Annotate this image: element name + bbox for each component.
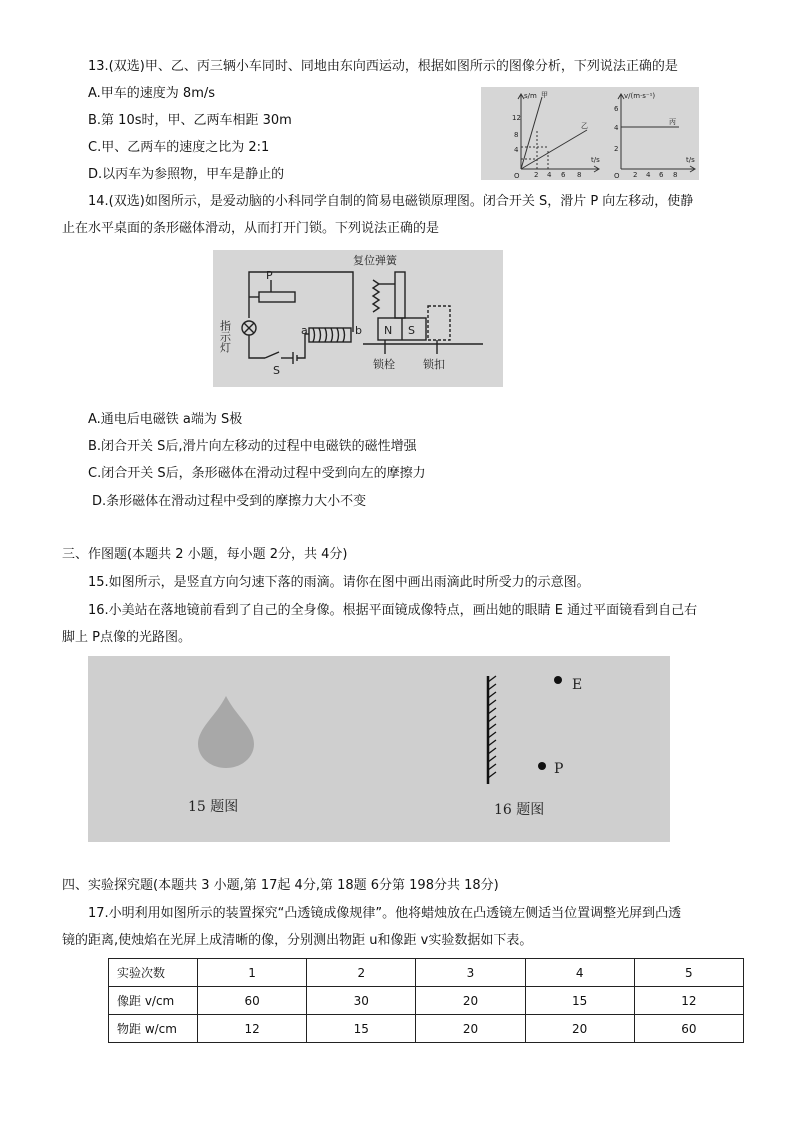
- table-row: [109, 1015, 744, 1043]
- table-cell: 20: [525, 1015, 634, 1043]
- q13-right-ylabel: v/(m·s⁻¹): [624, 92, 656, 100]
- section4-title: 四、实验探究题(本题共 3 小题,第 17起 4分,第 18题 6分第 198分共 18分): [62, 878, 499, 893]
- q13-right-graph: [618, 94, 695, 172]
- q13-right-xtick-4: 4: [646, 171, 651, 179]
- q14-label-slider: P: [266, 269, 273, 282]
- q14-circuit: [242, 272, 483, 364]
- q13-left-xtick-8: 8: [577, 171, 582, 179]
- q14-label-s: S: [408, 324, 415, 337]
- q14-label-switch: S: [273, 364, 280, 377]
- q13-left-ytick-12: 12: [512, 114, 521, 122]
- q14-label-b: b: [355, 324, 362, 337]
- q13-series-jia: 甲: [541, 91, 548, 99]
- q16-stem-line2: 脚上 P点像的光路图。: [62, 630, 191, 645]
- q17-data-table: [108, 958, 744, 1043]
- q13-left-graph: [518, 94, 599, 172]
- q13-left-xtick-6: 6: [561, 171, 566, 179]
- table-row: [109, 959, 744, 987]
- q13-right-xtick-6: 6: [659, 171, 664, 179]
- table-cell: 5: [634, 959, 743, 987]
- q14-option-b: B.闭合开关 S后,滑片向左移动的过程中电磁铁的磁性增强: [88, 439, 417, 454]
- q13-series-bing: 丙: [669, 118, 676, 126]
- table-cell: 3: [416, 959, 525, 987]
- q14-figure: [213, 250, 503, 387]
- point-p-dot: [538, 762, 546, 770]
- q13-option-a: A.甲车的速度为 8m/s: [88, 86, 216, 101]
- q13-stem: 13.(双选)甲、乙、丙三辆小车同时、同地由东向西运动，根据如图所示的图像分析，下列说法正确的是: [88, 59, 678, 74]
- q13-option-b: B.第 10s时，甲、乙两车相距 30m: [88, 113, 292, 128]
- table-row-label: 实验次数: [109, 959, 198, 987]
- table-cell: 20: [416, 987, 525, 1015]
- q13-series-yi: 乙: [581, 122, 588, 130]
- point-e-label: E: [572, 677, 583, 693]
- q13-option-c: C.甲、乙两车的速度之比为 2:1: [88, 140, 270, 155]
- q15-stem: 15.如图所示，是竖直方向匀速下落的雨滴。请你在图中画出雨滴此时所受力的示意图。: [88, 575, 590, 590]
- q13-left-ytick-8: 8: [514, 131, 519, 139]
- q13-right-ytick-2: 2: [614, 145, 619, 153]
- table-row: [109, 987, 744, 1015]
- q13-left-xlabel: t/s: [591, 156, 600, 164]
- point-p-label: P: [554, 761, 564, 777]
- q14-label-latch: 锁扣: [423, 358, 445, 371]
- point-e-dot: [554, 676, 562, 684]
- table-row-label: 像距 v/cm: [109, 987, 198, 1015]
- table-cell: 2: [307, 959, 416, 987]
- q16-stem-line1: 16.小美站在落地镜前看到了自己的全身像。根据平面镜成像特点，画出她的眼睛 E 通过平面镜看到自己右: [88, 603, 698, 618]
- table-cell: 20: [416, 1015, 525, 1043]
- table-cell: 12: [198, 1015, 307, 1043]
- q14-label-bolt: 锁栓: [373, 358, 395, 371]
- table-cell: 15: [525, 987, 634, 1015]
- q14-option-c: C.闭合开关 S后，条形磁体在滑动过程中受到向左的摩擦力: [88, 466, 426, 481]
- q17-stem-line2: 镜的距离,使烛焰在光屏上成清晰的像，分别测出物距 u和像距 v实验数据如下表。: [62, 933, 533, 948]
- q13-right-xlabel: t/s: [686, 156, 695, 164]
- table-cell: 1: [198, 959, 307, 987]
- q14-label-n: N: [384, 324, 393, 337]
- caption-16: 16 题图: [494, 802, 545, 818]
- q14-label-spring: 复位弹簧: [353, 254, 397, 267]
- q14-option-d: D.条形磁体在滑动过程中受到的摩擦力大小不变: [92, 494, 367, 509]
- table-row-label: 物距 w/cm: [109, 1015, 198, 1043]
- table-cell: 4: [525, 959, 634, 987]
- table-cell: 12: [634, 987, 743, 1015]
- table-cell: 60: [634, 1015, 743, 1043]
- q13-left-origin: O: [514, 172, 520, 180]
- table-cell: 30: [307, 987, 416, 1015]
- q13-left-ytick-4: 4: [514, 146, 519, 154]
- q15-q16-figure: [88, 656, 670, 842]
- q17-stem-line1: 17.小明利用如图所示的装置探究“凸透镜成像规律”。他将蜡烛放在凸透镜左侧适当位置调整光屏到凸透: [88, 906, 682, 921]
- q13-option-d: D.以丙车为参照物，甲车是静止的: [88, 167, 285, 182]
- q13-right-ytick-6: 6: [614, 105, 619, 113]
- table-cell: 15: [307, 1015, 416, 1043]
- section3-title: 三、作图题(本题共 2 小题，每小题 2分，共 4分): [62, 547, 348, 562]
- q13-right-xtick-2: 2: [633, 171, 638, 179]
- q13-left-xtick-2: 2: [534, 171, 539, 179]
- caption-15: 15 题图: [188, 799, 239, 815]
- q14-label-lamp: 指示灯: [218, 320, 232, 353]
- raindrop-shape: [198, 696, 254, 768]
- q13-left-xtick-4: 4: [547, 171, 552, 179]
- q13-right-ytick-4: 4: [614, 124, 619, 132]
- table-cell: 60: [198, 987, 307, 1015]
- q14-stem-line2: 止在水平桌面的条形磁体滑动，从而打开门锁。下列说法正确的是: [62, 221, 440, 236]
- q13-right-xtick-8: 8: [673, 171, 678, 179]
- q14-option-a: A.通电后电磁铁 a端为 S极: [88, 412, 243, 427]
- q13-left-ylabel: s/m: [524, 92, 537, 100]
- q14-stem-line1: 14.(双选)如图所示，是爱动脑的小科同学自制的简易电磁锁原理图。闭合开关 S，滑片 P 向左移动，使静: [88, 194, 694, 209]
- q13-figure: [481, 87, 699, 180]
- q14-label-a: a: [301, 324, 308, 337]
- q13-right-origin: O: [614, 172, 620, 180]
